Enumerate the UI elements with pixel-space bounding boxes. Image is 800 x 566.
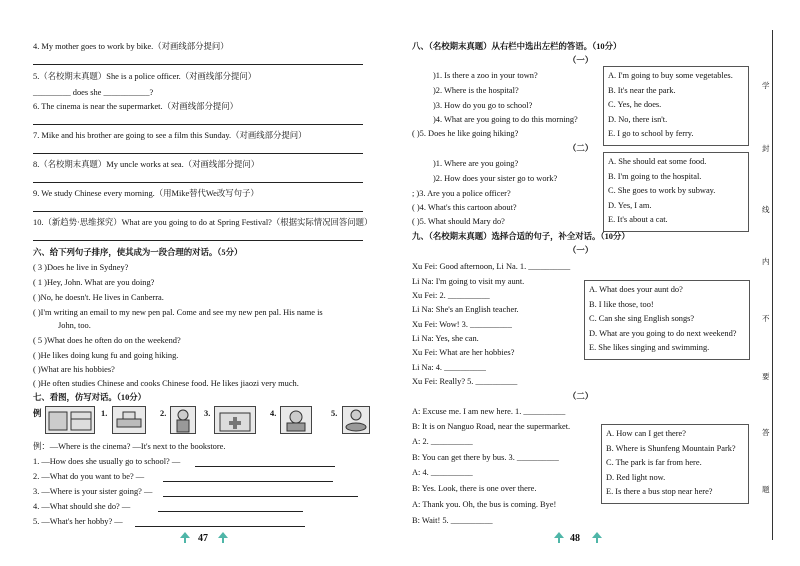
dialogue-line: A: Excuse me. I am new here. 1. __________ [412, 407, 566, 416]
dialogue-item: 4. —What should she do? — [33, 502, 131, 511]
answer-line [163, 481, 333, 482]
dialogue-line: B: Yes. Look, there is one over there. [412, 484, 537, 493]
match-answer: C. Yes, he does. [608, 100, 662, 110]
police-officer-picture [170, 406, 196, 434]
tree-icon [590, 530, 604, 544]
match-question: ; )3. Are you a police officer? [412, 189, 511, 198]
match-answer: B. It's near the park. [608, 85, 676, 95]
page-number: 48 [570, 533, 580, 544]
page-number: 47 [198, 533, 208, 544]
match-answer: B. I'm going to the hospital. [608, 171, 702, 181]
order-item: ( 1 )Hey, John. What are you doing? [33, 278, 155, 287]
dialogue-line: Xu Fei: What are her hobbies? [412, 348, 515, 357]
option: E. Is there a bus stop near here? [606, 487, 713, 497]
option: B. Where is Shunfeng Mountain Park? [606, 443, 736, 453]
section-7-title: 七、看图，仿写对话。（10分） [33, 393, 147, 402]
tree-icon [552, 530, 566, 544]
order-item: ( )He often studies Chinese and cooks Chinese food. He likes jiaozi very much. [33, 379, 299, 388]
pic-label: 3. [204, 409, 211, 418]
dialogue-item: 5. —What's her hobby? — [33, 517, 123, 526]
answer-line [33, 211, 363, 212]
option: C. Can she sing English songs? [589, 314, 695, 324]
match-question: )4. What are you going to do this morning? [433, 115, 578, 124]
answer-box-1 [603, 66, 749, 146]
binding-label: 封 [762, 144, 770, 153]
answer-line [33, 153, 363, 154]
match-answer: C. She goes to work by subway. [608, 186, 716, 196]
question-5a: 5.（名校期末真题）She is a police officer.（对画线部分提问） [33, 72, 257, 81]
match-question: )2. Where is the hospital? [433, 86, 519, 95]
question-7: 7. Mike and his brother are going to see a film this Sunday.（对画线部分提问） [33, 131, 307, 140]
order-item: ( 3 )Does he live in Sydney? [33, 263, 129, 272]
answer-line [33, 240, 363, 241]
match-question: )1. Where are you going? [433, 159, 519, 168]
cooking-picture [342, 406, 370, 434]
match-question: )1. Is there a zoo in your town? [433, 71, 538, 80]
dialogue-line: Li Na: 4. __________ [412, 363, 486, 372]
answer-line [135, 526, 305, 527]
dialogue-line: Xu Fei: Good afternoon, Li Na. 1. __________ [412, 262, 571, 271]
dialogue-line: Li Na: She's an English teacher. [412, 305, 519, 314]
question-8: 8.（名校期末真题）My uncle works at sea.（对画线部分提问） [33, 160, 260, 169]
order-item-cont: John, too. [58, 321, 91, 330]
match-question: )3. How do you go to school? [433, 101, 533, 110]
answer-line [163, 496, 358, 497]
answer-line [33, 182, 363, 183]
match-question: ( )4. What's this cartoon about? [412, 203, 517, 212]
option: E. She likes singing and swimming. [589, 343, 710, 353]
option: A. What does your aunt do? [589, 285, 683, 294]
dialogue-line: B: It is on Nanguo Road, near the supermarket. [412, 422, 571, 431]
part-label: （二） [568, 144, 594, 153]
dialogue-line: A: 4. __________ [412, 468, 473, 477]
binding-label: 答 [762, 428, 770, 437]
question-4: 4. My mother goes to work by bike.（对画线部分提问） [33, 42, 229, 51]
option: D. What are you going to do next weekend? [589, 328, 737, 338]
match-answer: A. She should eat some food. [608, 157, 707, 166]
part-label: （一） [568, 56, 594, 65]
dialogue-item: 3. —Where is your sister going? — [33, 487, 153, 496]
match-answer: E. It's about a cat. [608, 215, 668, 225]
dialogue-line: Xu Fei: 2. __________ [412, 291, 490, 300]
sick-girl-picture [280, 406, 312, 434]
tree-icon [178, 530, 192, 544]
option: B. I like those, too! [589, 299, 654, 309]
order-item: ( 5 )What does he often do on the weekend? [33, 336, 181, 345]
dialogue-item: 2. —What do you want to be? — [33, 472, 145, 481]
section-9-title: 九、（名校期末真题）选择合适的句子，补全对话。（10分） [412, 232, 630, 241]
binding-label: 题 [762, 485, 770, 494]
ferry-picture [112, 406, 146, 434]
match-question: ( )5. What should Mary do? [412, 217, 505, 226]
pic-label: 例 [33, 409, 42, 418]
dialogue-line: Xu Fei: Wow! 3. __________ [412, 320, 512, 329]
dialogue-line: Li Na: I'm going to visit my aunt. [412, 277, 525, 286]
match-question: )2. How does your sister go to work? [433, 174, 558, 183]
binding-label: 线 [762, 205, 770, 214]
question-9: 9. We study Chinese every morning.（用Mike替代We改写句子） [33, 189, 259, 198]
dialogue-line: B: You can get there by bus. 3. __________ [412, 453, 559, 462]
example-dialogue: 例：—Where is the cinema? —It's next to the bookstore. [33, 442, 226, 451]
match-question: ( )5. Does he like going hiking? [412, 129, 519, 138]
answer-line [33, 64, 363, 65]
dialogue-line: A: Thank you. Oh, the bus is coming. Bye! [412, 500, 557, 509]
order-item: ( )I'm writing an email to my new pen pal. Come and see my new pen pal. His name is [33, 308, 323, 317]
hospital-picture [214, 406, 256, 434]
question-5b: _________ does she ___________? [33, 88, 154, 97]
dialogue-line: Li Na: Yes, she can. [412, 334, 479, 343]
part-label: （二） [568, 392, 594, 401]
dialogue-line: B: Wait! 5. __________ [412, 516, 493, 525]
question-6: 6. The cinema is near the supermarket.（对画线部分提问） [33, 102, 238, 111]
options-box-1 [584, 280, 750, 360]
part-label: （一） [568, 246, 594, 255]
dialogue-line: Xu Fei: Really? 5. __________ [412, 377, 518, 386]
answer-line [195, 466, 335, 467]
order-item: ( )No, he doesn't. He lives in Canberra. [33, 293, 164, 302]
options-box-2 [601, 424, 749, 504]
binding-label: 内 [762, 257, 770, 266]
option: A. How can I get there? [606, 429, 686, 438]
tree-icon [216, 530, 230, 544]
dialogue-line: A: 2. __________ [412, 437, 473, 446]
pic-label: 4. [270, 409, 277, 418]
question-10: 10.（新趋势·思维探究）What are you going to do at Spring Festival?（根据实际情况回答问题） [33, 218, 373, 227]
match-answer: A. I'm going to buy some vegetables. [608, 71, 733, 80]
option: D. Red light now. [606, 472, 666, 482]
dialogue-item: 1. —How does she usually go to school? — [33, 457, 181, 466]
binding-label: 要 [762, 372, 770, 381]
match-answer: D. No, there isn't. [608, 114, 668, 124]
answer-line [158, 511, 303, 512]
option: C. The park is far from here. [606, 458, 702, 468]
binding-line [772, 30, 773, 540]
pic-label: 1. [101, 409, 108, 418]
match-answer: E. I go to school by ferry. [608, 129, 694, 139]
match-answer: D. Yes, I am. [608, 200, 652, 210]
cinema-bookstore-picture [45, 406, 95, 434]
section-6-title: 六、给下列句子排序，使其成为一段合理的对话。（5分） [33, 248, 243, 257]
order-item: ( )He likes doing kung fu and going hiking. [33, 351, 179, 360]
binding-label: 学 [762, 81, 770, 90]
answer-line [33, 124, 363, 125]
section-8-title: 八、（名校期末真题）从右栏中选出左栏的答语。（10分） [412, 42, 622, 51]
binding-label: 不 [762, 314, 770, 323]
order-item: ( )What are his hobbies? [33, 365, 115, 374]
answer-box-2 [603, 152, 749, 232]
pic-label: 2. [160, 409, 167, 418]
pic-label: 5. [331, 409, 338, 418]
